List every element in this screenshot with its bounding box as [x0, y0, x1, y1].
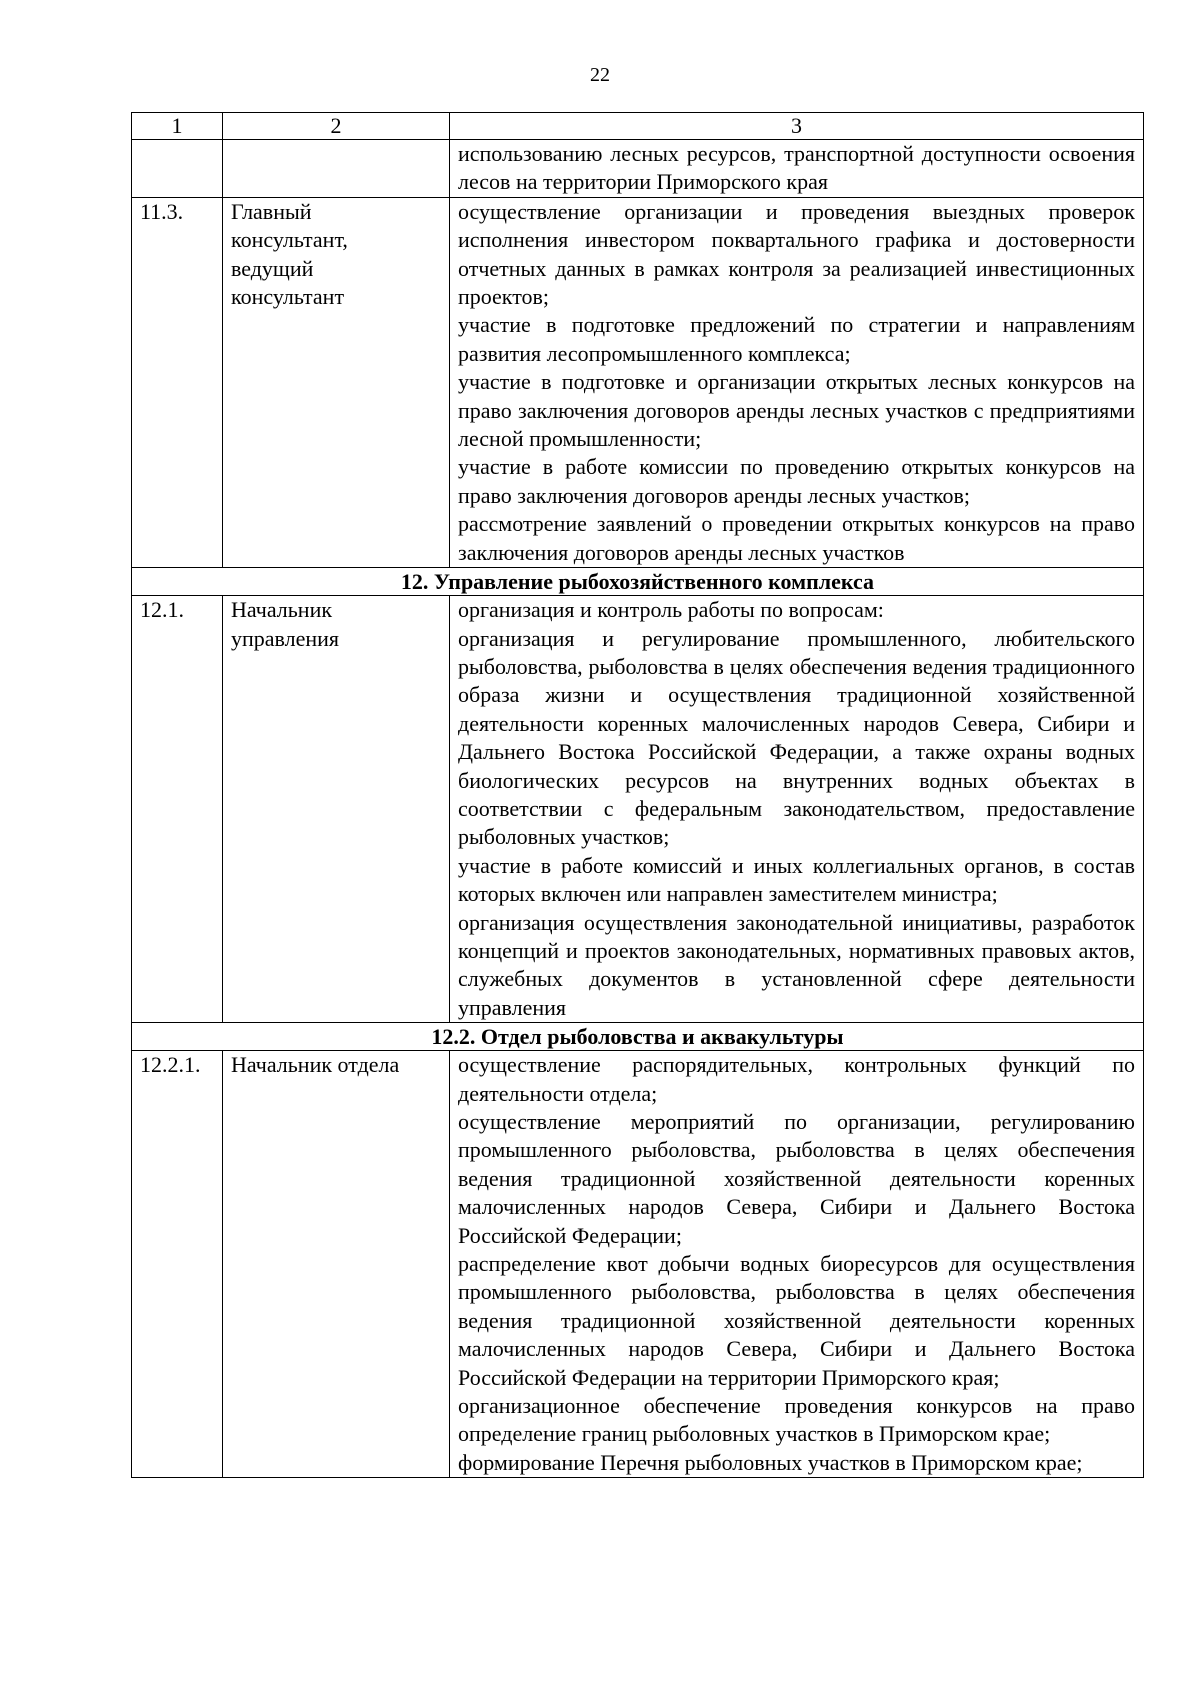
duty-paragraph: участие в работе комиссии по проведению открытых конкурсов на право заключения договоров аренды лесных участков;	[458, 454, 1135, 508]
section-heading-row	[132, 1023, 1144, 1051]
duty-paragraph: рассмотрение заявлений о проведении открытых конкурсов на право заключения договоров аренды лесных участков	[458, 511, 1135, 565]
section-heading: 12.2. Отдел рыболовства и аквакультуры	[132, 1023, 1144, 1051]
duty-paragraph: осуществление организации и проведения выездных проверок исполнения инвестором поквартального графика и достоверности отчетных данных в рамках контроля за реализацией инвестиционных проектов;	[458, 198, 1135, 310]
role-line: ведущий	[231, 255, 314, 281]
duty-paragraph: участие в работе комиссий и иных коллегиальных органов, в состав которых включен или направлен заместителем министра;	[458, 852, 1135, 907]
duty-paragraph: распределение квот добычи водных биоресурсов для осуществления промышленного рыболовства, рыболовства в целях обеспечения ведения традиционной хозяйственной деятельности коренных малочисленных народов Севера, Сибири и Дальнего Востока Российской Федерации на территории Приморского края;	[458, 1251, 1135, 1390]
duty-paragraph: организационное обеспечение проведения конкурсов на право определение границ рыболовных участков в Приморском крае;	[458, 1393, 1135, 1447]
header-col-2: 2	[223, 113, 450, 140]
duties-cell	[450, 1051, 1144, 1478]
duty-paragraph: организация и контроль работы по вопросам:	[458, 597, 884, 623]
table-row-12-1	[132, 596, 1144, 1023]
duty-paragraph: осуществление распорядительных, контрольных функций по деятельности отдела;	[458, 1052, 1135, 1106]
role-line: Главный	[231, 198, 312, 224]
duty-paragraph: осуществление мероприятий по организации, регулированию промышленного рыболовства, рыболовства в целях обеспечения ведения традиционной хозяйственной деятельности коренных малочисленных народов Севера, Сибири и Дальнего Востока Российской Федерации;	[458, 1109, 1135, 1248]
role-line: Начальник	[231, 597, 333, 623]
duties-cell	[450, 596, 1144, 1023]
duties-cell	[450, 140, 1144, 198]
row-number	[132, 140, 223, 198]
role-cell	[223, 140, 450, 198]
table-header-row	[132, 113, 1144, 140]
header-col-3: 3	[450, 113, 1144, 140]
role-cell	[223, 197, 450, 567]
table-row-continuation	[132, 140, 1144, 198]
role-cell	[223, 596, 450, 1023]
duty-paragraph: организация и регулирование промышленного, любительского рыболовства, рыболовства в целях обеспечения ведения традиционного образа жизни и осуществления традиционной хозяйственной деятельности коренных малочисленных народов Севера, Сибири и Дальнего Востока Российской Федерации, а также охраны водных биологических ресурсов на внутренних водных объектах в соответствии с федеральным законодательством, предоставление рыболовных участков;	[458, 625, 1135, 850]
row-number: 11.3.	[132, 197, 223, 567]
duties-cell	[450, 197, 1144, 567]
row-number: 12.1.	[132, 596, 223, 1023]
duty-paragraph: участие в подготовке и организации открытых лесных конкурсов на право заключения договоров аренды лесных участков с предприятиями лесной промышленности;	[458, 369, 1135, 452]
role-line: управления	[231, 625, 340, 651]
duty-paragraph: участие в подготовке предложений по стратегии и направлениям развития лесопромышленного комплекса;	[458, 312, 1135, 366]
row-number: 12.2.1.	[132, 1051, 223, 1478]
role-line: консультант	[231, 284, 345, 310]
page-number: 22	[590, 64, 610, 86]
header-col-1: 1	[132, 113, 223, 140]
duty-paragraph: использованию лесных ресурсов, транспортной доступности освоения лесов на территории Приморского края	[458, 141, 1135, 195]
job-duties-table	[131, 112, 1144, 1478]
section-heading-row	[132, 568, 1144, 596]
table-row-11-3	[132, 197, 1144, 567]
role-line: консультант,	[231, 227, 348, 253]
duty-paragraph: формирование Перечня рыболовных участков в Приморском крае;	[458, 1449, 1083, 1475]
table-row-12-2-1	[132, 1051, 1144, 1478]
role-line: Начальник отдела	[231, 1052, 400, 1078]
role-cell	[223, 1051, 450, 1478]
duty-paragraph: организация осуществления законодательной инициативы, разработок концепций и проектов законодательных, нормативных правовых актов, служебных документов в установленной сфере деятельности управления	[458, 909, 1135, 1020]
section-heading: 12. Управление рыбохозяйственного комплекса	[132, 568, 1144, 596]
